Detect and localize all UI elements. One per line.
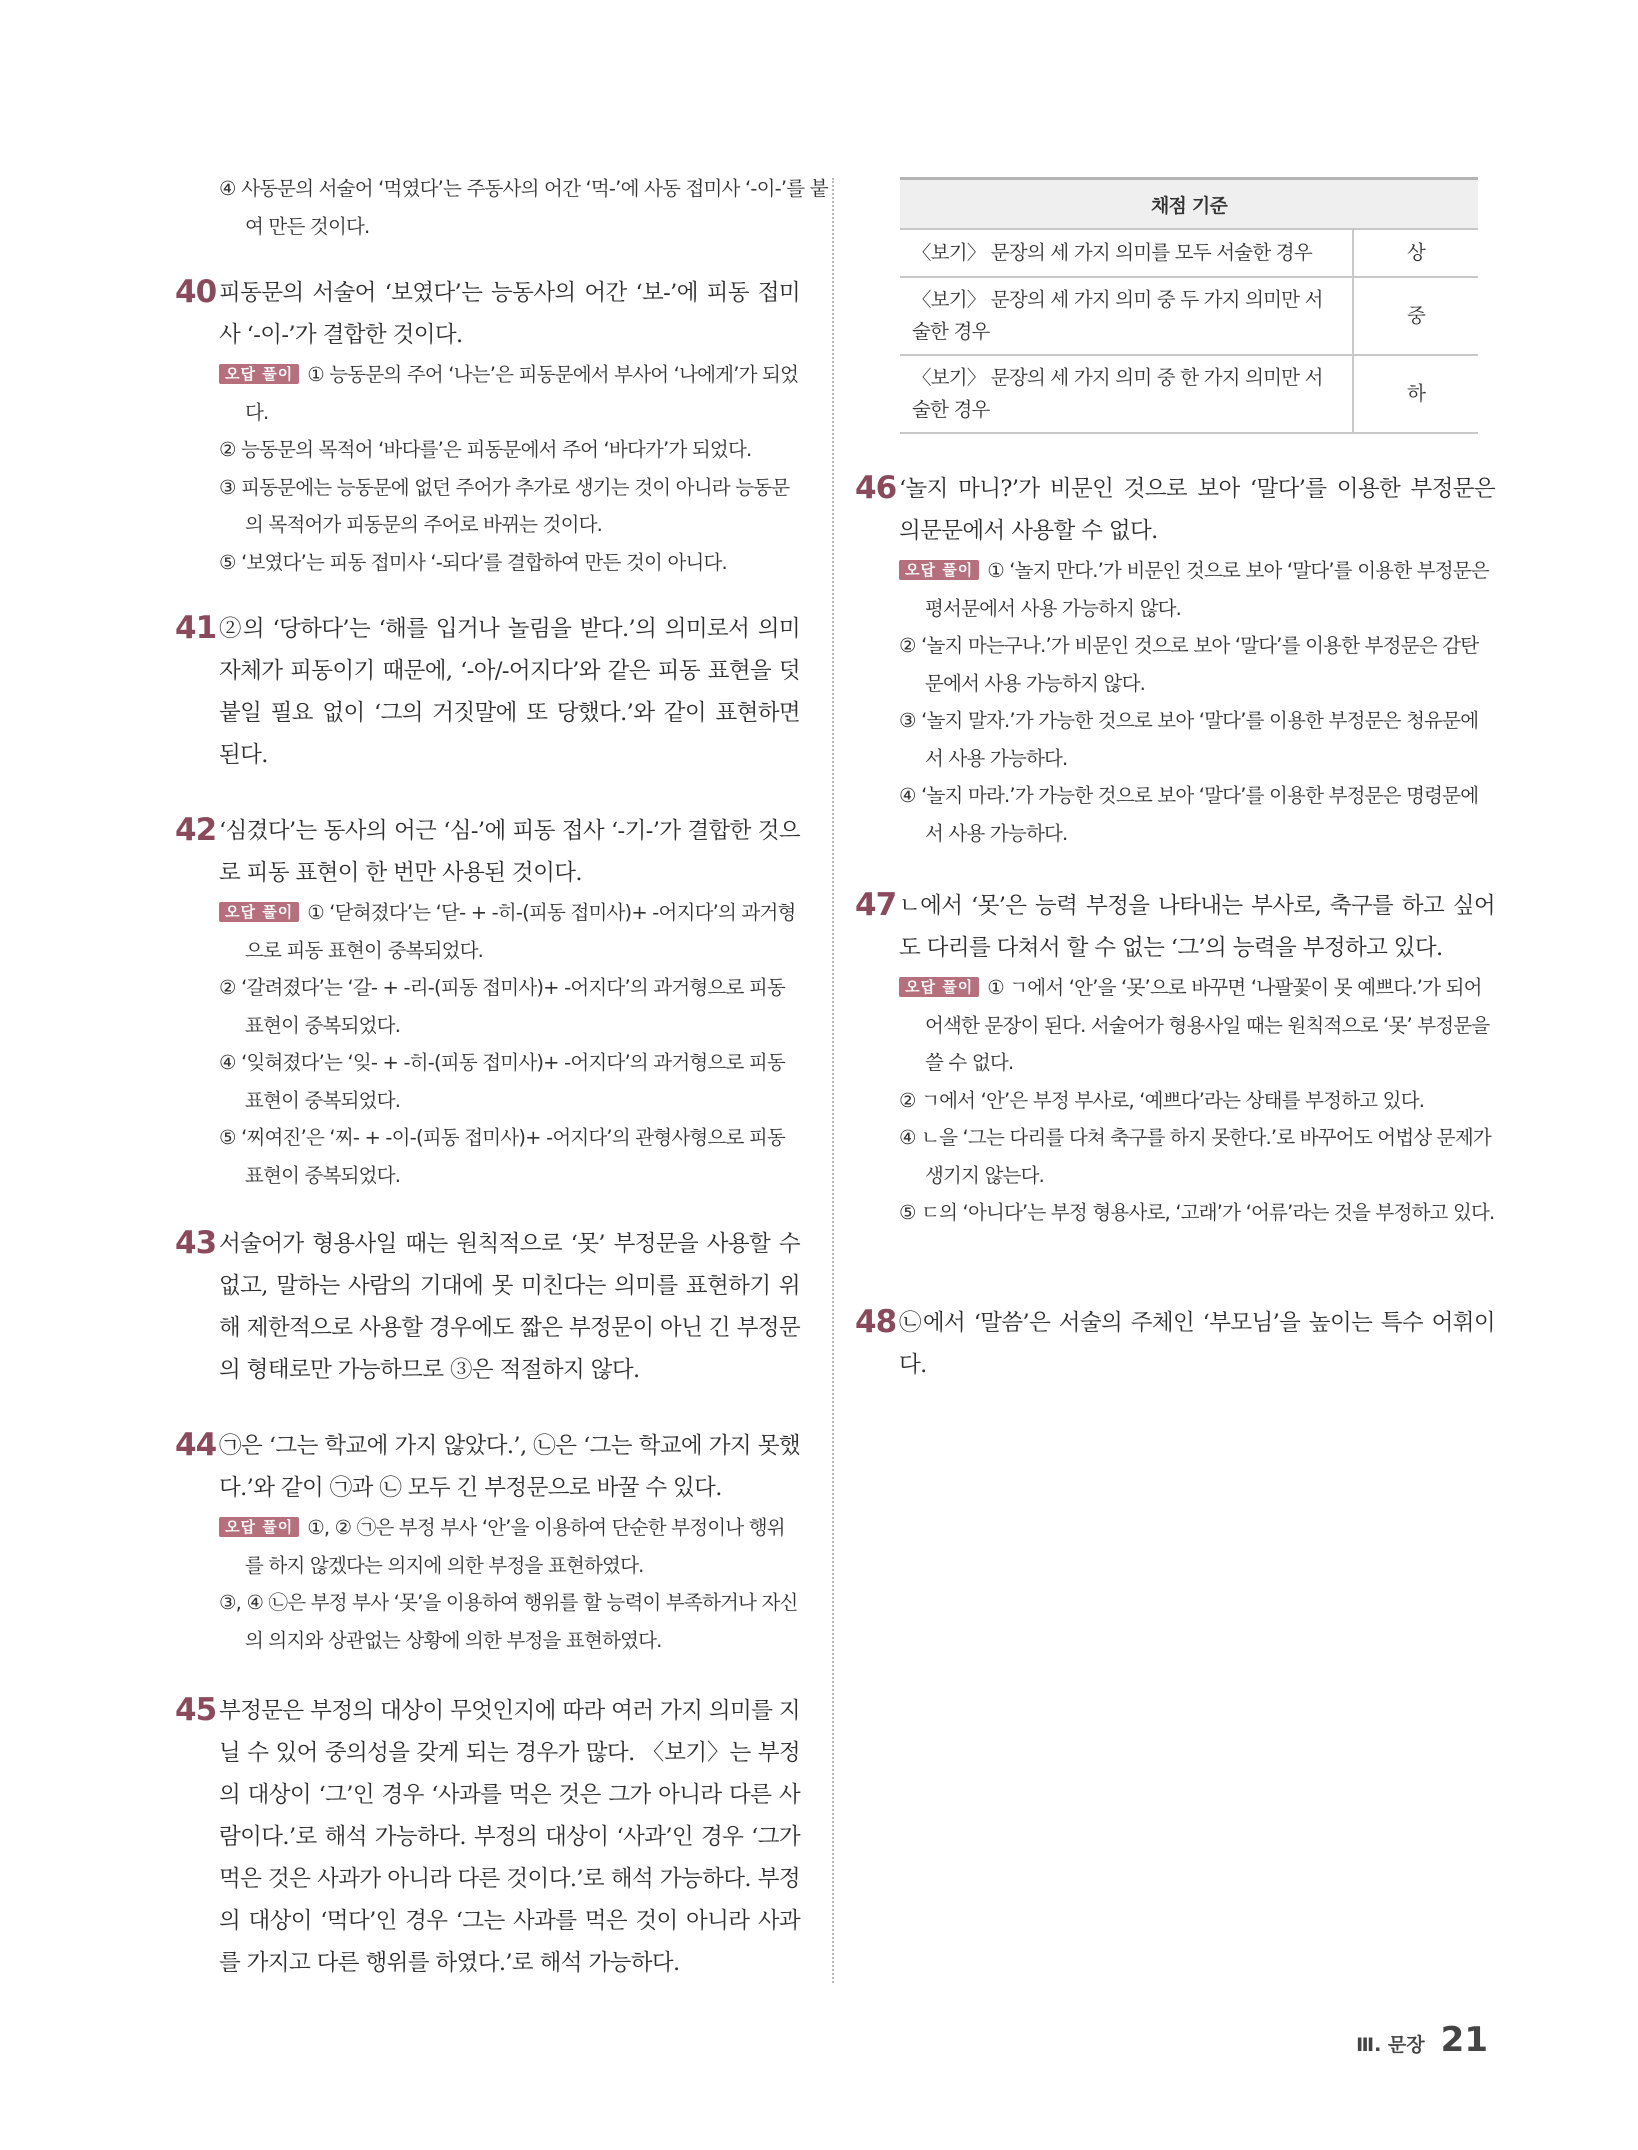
table-row bbox=[900, 355, 1478, 433]
wrong-explanation-item: ① ‘놀지 만다.’가 비문인 것으로 보아 ‘말다’를 이용한 부정문은 평서문에서 사용 가능하지 않다. bbox=[925, 559, 1489, 620]
wrong-explanations bbox=[219, 356, 800, 581]
wrong-explanation-item: ② ‘놀지 마는구나.’가 비문인 것으로 보아 ‘말다’를 이용한 부정문은 감탄문에서 사용 가능하지 않다. bbox=[899, 634, 1479, 695]
wrong-explanations bbox=[899, 552, 1495, 852]
wrong-explanation-item: ① ㄱ에서 ‘안’을 ‘못’으로 바꾸면 ‘나팔꽃이 못 예쁘다.’가 되어 어색한 문장이 된다. 서술어가 형용사일 때는 원칙적으로 ‘못’ 부정문을 쓸 수 없다. bbox=[925, 976, 1490, 1074]
page-number: 21 bbox=[1440, 2020, 1488, 2060]
question-number: 40 bbox=[175, 274, 217, 310]
answer-48 bbox=[855, 1302, 1495, 1386]
rubric-grade: 하 bbox=[1353, 355, 1478, 433]
question-number: 46 bbox=[855, 470, 897, 506]
question-number: 41 bbox=[175, 610, 217, 646]
wrong-explanation-item: ⑤ ‘보였다’는 피동 접미사 ‘-되다’를 결합하여 만든 것이 아니다. bbox=[219, 550, 727, 574]
answer-43 bbox=[175, 1223, 800, 1391]
answer-text: ㉠은 ‘그는 학교에 가지 않았다.’, ㉡은 ‘그는 학교에 가지 못했다.’와 같이 ㉠과 ㉡ 모두 긴 부정문으로 바꿀 수 있다. bbox=[219, 1433, 800, 1501]
rubric-criterion: 〈보기〉 문장의 세 가지 의미 중 한 가지 의미만 서술한 경우 bbox=[900, 355, 1353, 433]
answer-41 bbox=[175, 608, 800, 776]
question-number: 42 bbox=[175, 812, 217, 848]
answer-46 bbox=[855, 468, 1495, 852]
answer-text: 서술어가 형용사일 때는 원칙적으로 ‘못’ 부정문을 사용할 수 없고, 말하는 사람의 기대에 못 미친다는 의미를 표현하기 위해 제한적으로 사용할 경우에도 짧은 부정문이 아닌 긴 부정문의 형태로만 가능하므로 ③은 적절하지 않다. bbox=[219, 1231, 800, 1383]
rubric-criterion: 〈보기〉 문장의 세 가지 의미 중 두 가지 의미만 서술한 경우 bbox=[900, 277, 1353, 355]
page-footer bbox=[1356, 2020, 1488, 2060]
answer-39-note bbox=[219, 170, 844, 245]
wrong-explanation-item: ③ ‘놀지 말자.’가 가능한 것으로 보아 ‘말다’를 이용한 부정문은 청유문에서 사용 가능하다. bbox=[899, 709, 1479, 770]
wrong-answer-badge: 오답 풀이 bbox=[219, 1517, 299, 1537]
wrong-explanation-item: ① ‘닫혀졌다’는 ‘닫- + -히-(피동 접미사)+ -어지다’의 과거형으로 피동 표현이 중복되었다. bbox=[245, 901, 796, 962]
wrong-explanation-item: ④ ‘놀지 마라.’가 가능한 것으로 보아 ‘말다’를 이용한 부정문은 명령문에서 사용 가능하다. bbox=[899, 784, 1479, 845]
wrong-answer-badge: 오답 풀이 bbox=[899, 560, 979, 580]
wrong-explanations bbox=[219, 894, 800, 1194]
wrong-explanation-item: ⑤ ㄷ의 ‘아니다’는 부정 형용사로, ‘고래’가 ‘어류’라는 것을 부정하고 있다. bbox=[899, 1201, 1495, 1224]
wrong-answer-badge: 오답 풀이 bbox=[219, 902, 299, 922]
wrong-explanation-item: ② ㄱ에서 ‘안’은 부정 부사로, ‘예쁘다’라는 상태를 부정하고 있다. bbox=[899, 1088, 1425, 1112]
table-row bbox=[900, 229, 1478, 277]
answer-text: ‘심겼다’는 동사의 어근 ‘심-’에 피동 접사 ‘-기-’가 결합한 것으로 피동 표현이 한 번만 사용된 것이다. bbox=[219, 818, 800, 886]
wrong-explanation-item: ③ 피동문에는 능동문에 없던 주어가 추가로 생기는 것이 아니라 능동문의 목적어가 피동문의 주어로 바뀌는 것이다. bbox=[219, 475, 790, 536]
rubric-grade: 중 bbox=[1353, 277, 1478, 355]
chapter-label: Ⅲ. 문장 bbox=[1356, 2034, 1425, 2056]
answer-text: ②의 ‘당하다’는 ‘해를 입거나 놀림을 받다.’의 의미로서 의미 자체가 피동이기 때문에, ‘-아/-어지다’와 같은 피동 표현을 덧붙일 필요 없이 ‘그의 거짓말에 또 당했다.’와 같이 표현하면 된다. bbox=[219, 616, 800, 768]
scoring-rubric-table bbox=[900, 177, 1478, 434]
answer-text: ‘놀지 마니?’가 비문인 것으로 보아 ‘말다’를 이용한 부정문은 의문문에서 사용할 수 없다. bbox=[899, 476, 1495, 544]
wrong-explanation-item: ③, ④ ㉡은 부정 부사 ‘못’을 이용하여 행위를 할 능력이 부족하거나 자신의 의지와 상관없는 상황에 의한 부정을 표현하였다. bbox=[219, 1591, 798, 1652]
rubric-grade: 상 bbox=[1353, 229, 1478, 277]
wrong-answer-badge: 오답 풀이 bbox=[219, 364, 299, 384]
answer-42 bbox=[175, 810, 800, 1194]
wrong-explanation-item: ⑤ ‘찌여진’은 ‘찌- + -이-(피동 접미사)+ -어지다’의 관형사형으로 피동 표현이 중복되었다. bbox=[219, 1126, 785, 1187]
answer-text: ㄴ에서 ‘못’은 능력 부정을 나타내는 부사로, 축구를 하고 싶어도 다리를 다쳐서 할 수 없는 ‘그’의 능력을 부정하고 있다. bbox=[899, 893, 1495, 961]
answer-44 bbox=[175, 1425, 800, 1659]
answer-47 bbox=[855, 885, 1495, 1232]
wrong-explanation-item: ④ 사동문의 서술어 ‘먹였다’는 주동사의 어간 ‘먹-’에 사동 접미사 ‘-이-’를 붙여 만든 것이다. bbox=[219, 177, 828, 238]
question-number: 43 bbox=[175, 1225, 217, 1261]
answer-text: ㉡에서 ‘말씀’은 서술의 주체인 ‘부모님’을 높이는 특수 어휘이다. bbox=[899, 1310, 1495, 1378]
wrong-explanation-item: ② ‘갈려졌다’는 ‘갈- + -리-(피동 접미사)+ -어지다’의 과거형으로 피동 표현이 중복되었다. bbox=[219, 976, 785, 1037]
question-number: 47 bbox=[855, 887, 897, 923]
wrong-explanation-item: ② 능동문의 목적어 ‘바다를’은 피동문에서 주어 ‘바다가’가 되었다. bbox=[219, 438, 752, 461]
wrong-explanation-item: ① 능동문의 주어 ‘나는’은 피동문에서 부사어 ‘나에게’가 되었다. bbox=[245, 363, 799, 424]
question-number: 45 bbox=[175, 1692, 217, 1728]
question-number: 44 bbox=[175, 1427, 217, 1463]
wrong-explanations bbox=[899, 969, 1495, 1232]
wrong-explanation-item: ①, ② ㉠은 부정 부사 ‘안’을 이용하여 단순한 부정이나 행위를 하지 않겠다는 의지에 의한 부정을 표현하였다. bbox=[245, 1516, 785, 1577]
answer-40 bbox=[175, 272, 800, 581]
column-divider bbox=[832, 178, 834, 1983]
rubric-header: 채점 기준 bbox=[900, 179, 1478, 230]
table-row bbox=[900, 277, 1478, 355]
wrong-explanations bbox=[219, 1509, 800, 1659]
wrong-explanation-item: ④ ㄴ을 ‘그는 다리를 다쳐 축구를 하지 못한다.’로 바꾸어도 어법상 문제가 생기지 않는다. bbox=[899, 1126, 1491, 1187]
question-number: 48 bbox=[855, 1304, 897, 1340]
wrong-explanation-item: ④ ‘잊혀졌다’는 ‘잊- + -히-(피동 접미사)+ -어지다’의 과거형으로 피동 표현이 중복되었다. bbox=[219, 1051, 785, 1112]
answer-text: 부정문은 부정의 대상이 무엇인지에 따라 여러 가지 의미를 지닐 수 있어 중의성을 갖게 되는 경우가 많다. 〈보기〉는 부정의 대상이 ‘그’인 경우 ‘사과를 먹은 것은 그가 아니라 다른 사람이다.’로 해석 가능하다. 부정의 대상이 ‘사과’인 경우 ‘그가 먹은 것은 사과가 아니라 다른 것이다.’로 해석 가능하다. 부정의 대상이 ‘먹다’인 경우 ‘그는 사과를 먹은 것이 아니라 사과를 가지고 다른 행위를 하였다.’로 해석 가능하다. bbox=[219, 1698, 800, 1976]
answer-45 bbox=[175, 1690, 800, 1984]
wrong-answer-badge: 오답 풀이 bbox=[899, 977, 979, 997]
answer-text: 피동문의 서술어 ‘보였다’는 능동사의 어간 ‘보-’에 피동 접미사 ‘-이-’가 결합한 것이다. bbox=[219, 280, 800, 348]
rubric-criterion: 〈보기〉 문장의 세 가지 의미를 모두 서술한 경우 bbox=[900, 229, 1353, 277]
